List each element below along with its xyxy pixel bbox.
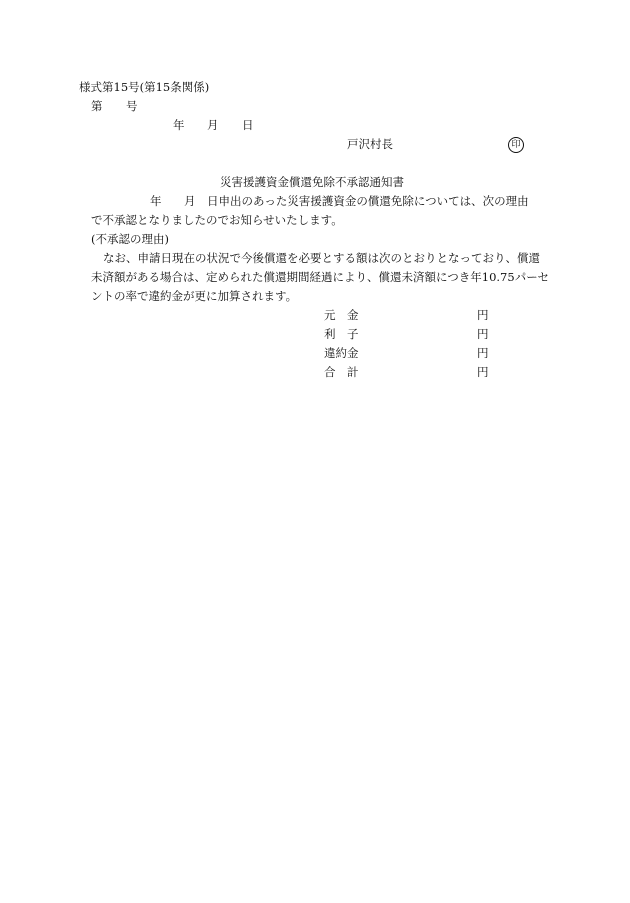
reason-line-3: ントの率で違約金が更に加算されます。 [91, 289, 298, 303]
amount-unit-total: 円 [477, 365, 489, 379]
amount-unit-principal: 円 [477, 308, 489, 322]
body-month: 月 [184, 194, 196, 208]
reason-line-2: 未済額がある場合は、定められた償還期間経過により、償還未済額につき年10.75パーセ [91, 270, 549, 284]
doc-number-dai: 第 [91, 99, 103, 113]
reason-line-1: なお、申請日現在の状況で今後償還を必要とする額は次のとおりとなっており、償還 [103, 251, 540, 265]
body-year: 年 [150, 194, 162, 208]
amount-unit-interest: 円 [477, 327, 489, 341]
amount-label-interest: 利 子 [324, 327, 359, 341]
amount-label-penalty: 違約金 [324, 346, 359, 360]
issue-date-day: 日 [242, 118, 254, 132]
form-header: 様式第15号(第15条関係) [79, 80, 210, 94]
issue-date-month: 月 [207, 118, 219, 132]
issue-date-year: 年 [173, 118, 185, 132]
amount-unit-penalty: 円 [477, 346, 489, 360]
amount-label-total: 合 計 [324, 365, 359, 379]
body-line-2: で不承認となりましたのでお知らせいたします。 [91, 213, 343, 227]
document-title: 災害援護資金償還免除不承認通知書 [220, 175, 404, 189]
amount-label-principal: 元 金 [324, 308, 359, 322]
body-line-1: 日申出のあった災害援護資金の償還免除については、次の理由 [207, 194, 529, 208]
doc-number-gou: 号 [126, 99, 138, 113]
reason-heading: (不承認の理由) [91, 232, 169, 246]
issuer-name: 戸沢村長 [347, 137, 393, 151]
seal-mark: 印 [508, 137, 524, 153]
